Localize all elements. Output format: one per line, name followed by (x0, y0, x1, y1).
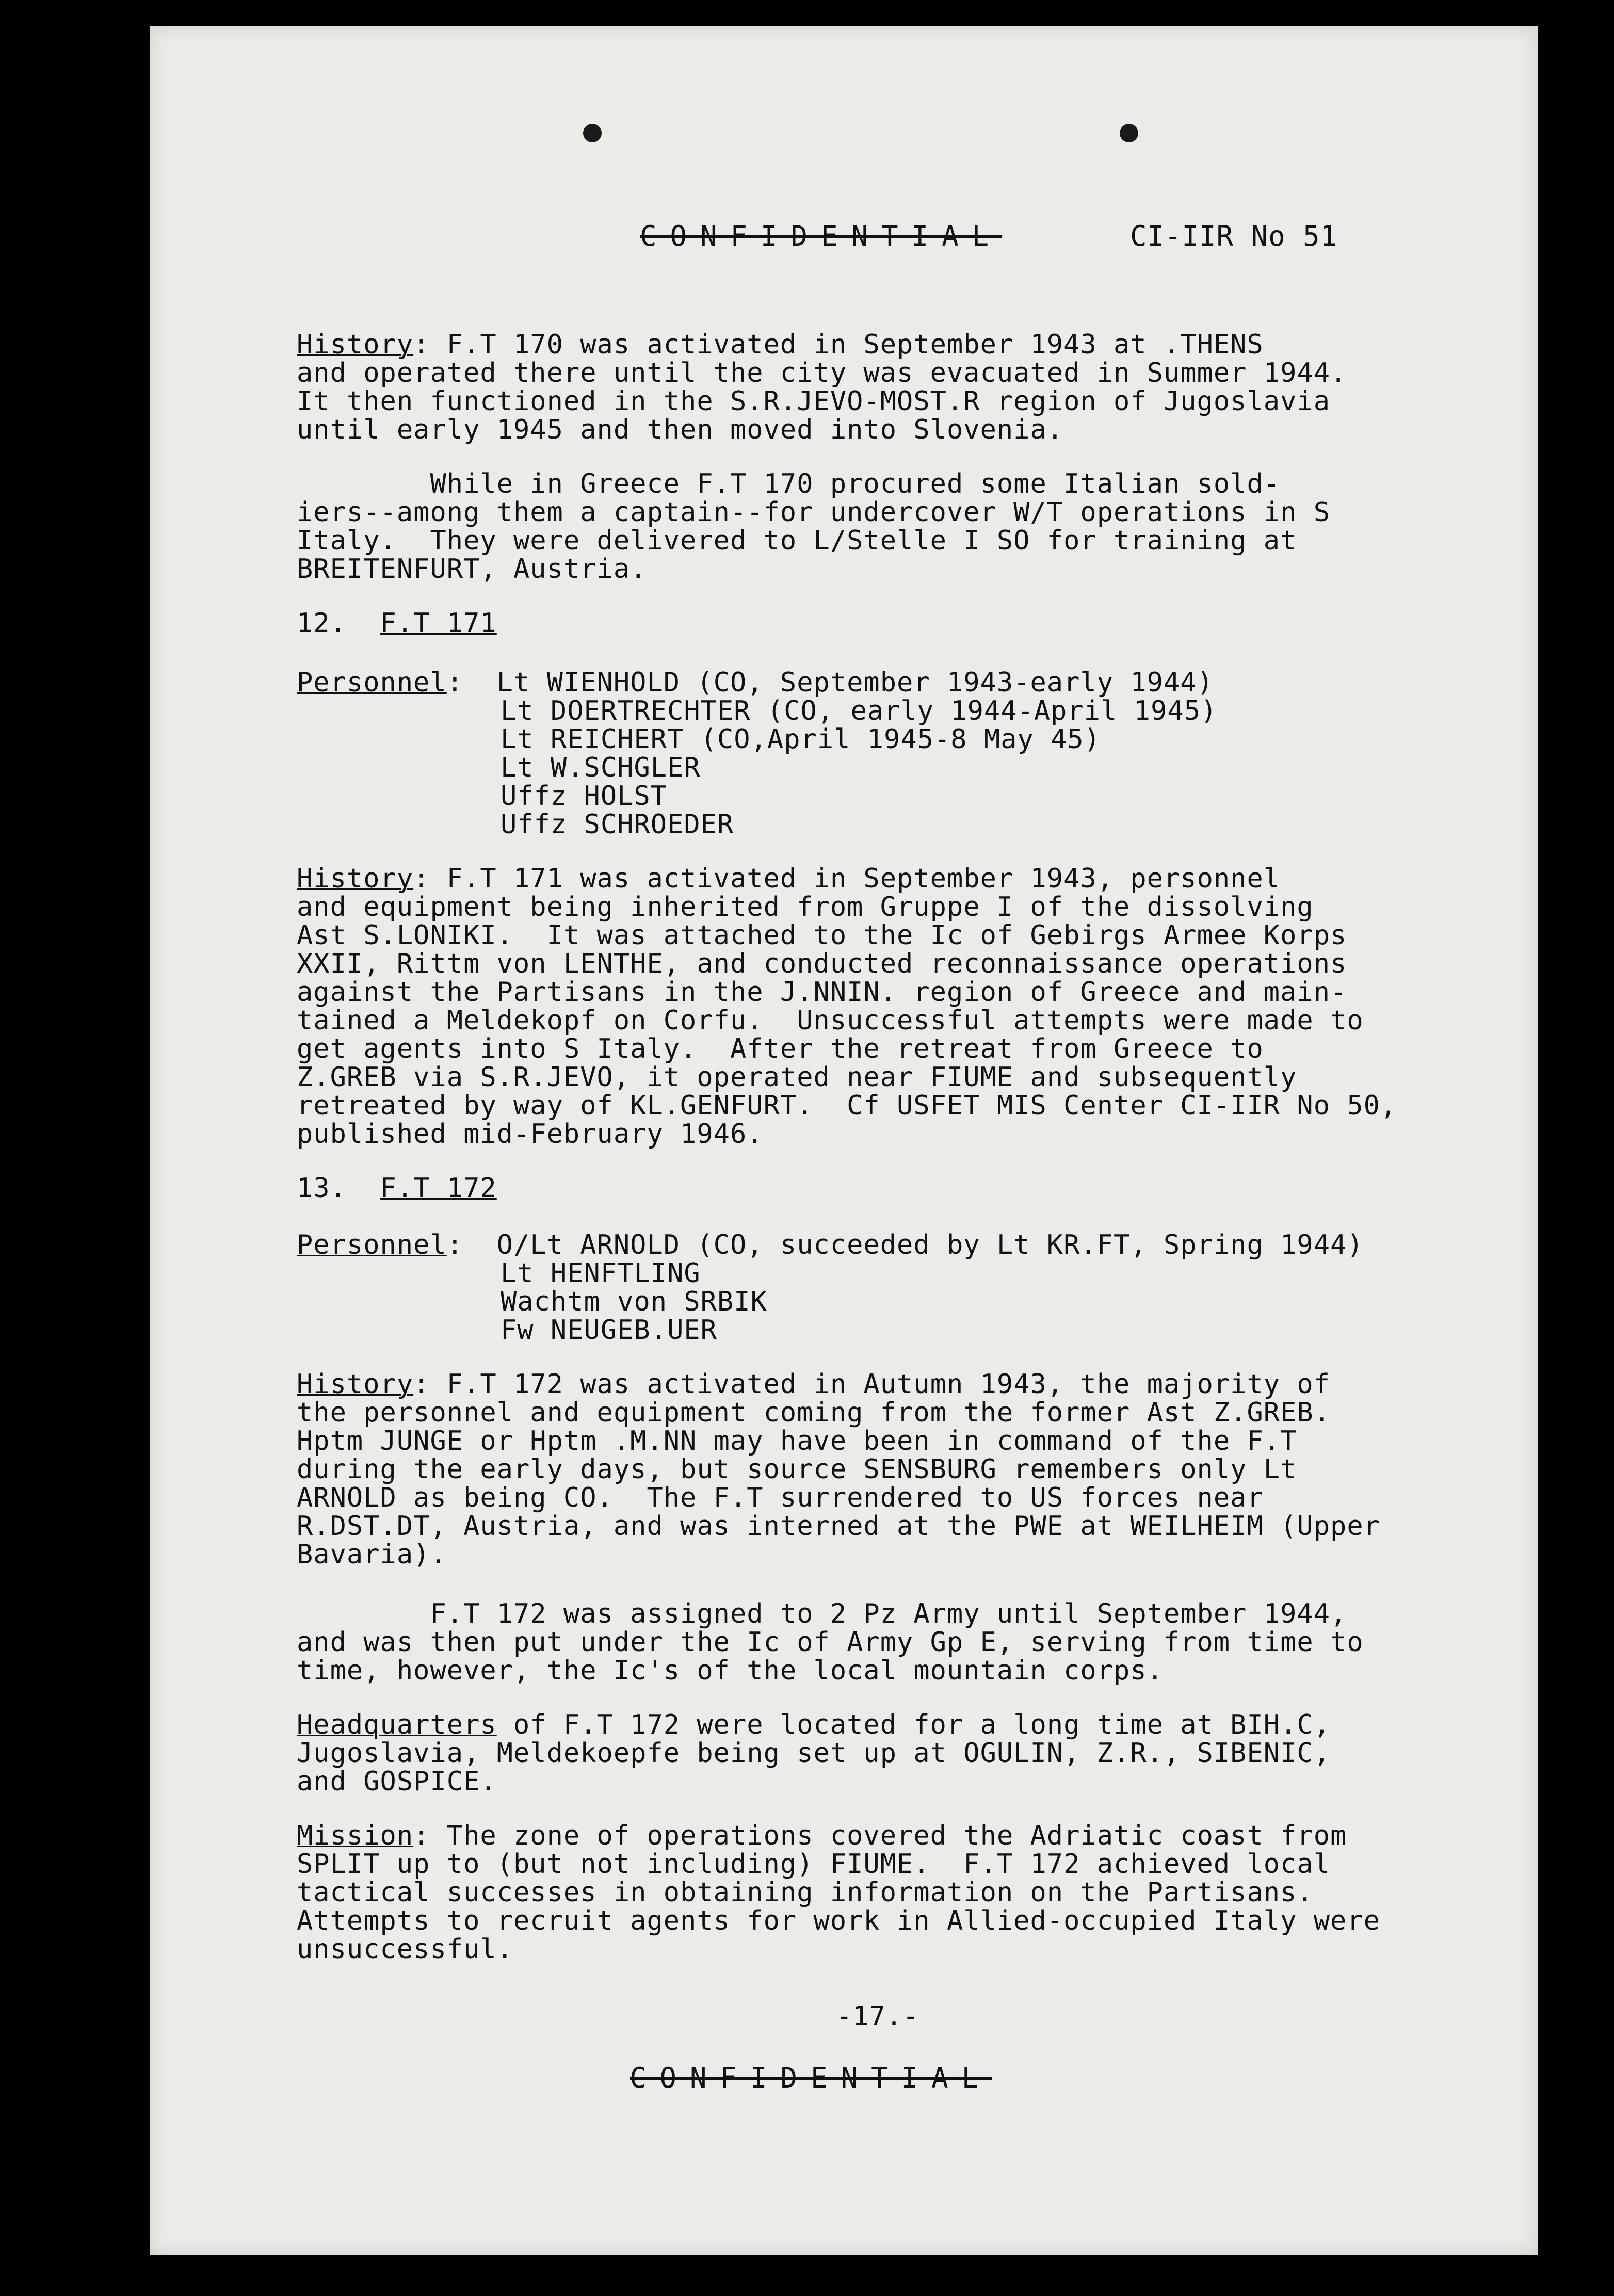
history-170-line-2: and operated there until the city was evacuated in Summer 1944. (297, 358, 1347, 389)
history-170-line-1 (297, 330, 1264, 359)
personnel-171-line-4: Lt W.SCHGLER (501, 752, 701, 783)
section-12-number: 12. (297, 608, 347, 639)
personnel-172-first: : O/Lt ARNOLD (CO, succeeded by Lt KR.FT, Spring 1944) (446, 1230, 1364, 1260)
section-13-heading (297, 1174, 497, 1203)
personnel-172-line-3: Wachtm von SRBIK (501, 1286, 767, 1317)
para-170-line-1: While in Greece F.T 170 procured some Italian sold- (297, 468, 1281, 499)
section-13-number: 13. (297, 1173, 347, 1204)
page-number: -17.- (836, 2001, 919, 2032)
history-171-line-6: tained a Meldekopf on Corfu. Unsuccessful attempts were made to (297, 1005, 1364, 1036)
history-label: History (297, 329, 414, 360)
mission-label: Mission (297, 1820, 414, 1851)
mission-line-2: SPLIT up to (but not including) FIUME. F.T 172 achieved local (297, 1849, 1331, 1880)
personnel-171-line-6: Uffz SCHROEDER (501, 809, 734, 840)
para-172-line-2: and was then put under the Ic of Army Gp E, serving from time to (297, 1627, 1364, 1658)
personnel-label: Personnel (297, 1230, 447, 1260)
para-170-line-3: Italy. They were delivered to L/Stelle I SO for training at (297, 525, 1297, 556)
history-171-line-8: Z.GREB via S.R.JEVO, it operated near FIUME and subsequently (297, 1062, 1297, 1093)
headquarters-line-3: and GOSPICE. (297, 1766, 497, 1797)
history-172-line-4: during the early days, but source SENSBURG remembers only Lt (297, 1454, 1297, 1485)
para-170-line-2: iers--among them a captain--for undercover W/T operations in S (297, 497, 1331, 528)
personnel-172-line-1 (297, 1231, 1364, 1259)
history-171-line-7: get agents into S Italy. After the retreat from Greece to (297, 1033, 1264, 1064)
classification-header: CONFIDENTIAL (640, 220, 1003, 252)
personnel-171-first: : Lt WIENHOLD (CO, September 1943-early 1944) (446, 667, 1214, 698)
history-171-text: : F.T 171 was activated in September 1943, personnel (413, 863, 1281, 894)
history-172-line-1 (297, 1370, 1330, 1399)
para-172-line-3: time, however, the Ic's of the local mountain corps. (297, 1655, 1164, 1686)
personnel-171-line-3: Lt REICHERT (CO,April 1945-8 May 45) (501, 724, 1101, 755)
history-172-line-7: Bavaria). (297, 1539, 447, 1570)
para-172-line-1: F.T 172 was assigned to 2 Pz Army until September 1944, (297, 1598, 1347, 1629)
mission-text: : The zone of operations covered the Adriatic coast from (413, 1820, 1347, 1851)
mission-line-4: Attempts to recruit agents for work in Allied-occupied Italy were (297, 1905, 1380, 1936)
section-12-title: F.T 171 (380, 608, 497, 639)
section-12-heading (297, 609, 497, 638)
para-170-line-4: BREITENFURT, Austria. (297, 554, 647, 585)
personnel-label: Personnel (297, 667, 447, 698)
history-171-line-9: retreated by way of KL.GENFURT. Cf USFET MIS Center CI-IIR No 50, (297, 1090, 1397, 1121)
history-label: History (297, 863, 414, 894)
history-170-text: : F.T 170 was activated in September 1943 at .THENS (413, 329, 1264, 360)
page-content (150, 26, 1538, 2255)
personnel-171-line-2: Lt DOERTRECHTER (CO, early 1944-April 1945) (501, 696, 1218, 726)
personnel-171-line-5: Uffz HOLST (501, 781, 668, 812)
headquarters-text: of F.T 172 were located for a long time at BIH.C, (496, 1709, 1331, 1740)
mission-line-1 (297, 1821, 1347, 1850)
mission-line-5: unsuccessful. (297, 1934, 513, 1965)
personnel-171-line-1 (297, 668, 1214, 697)
headquarters-line-1 (297, 1710, 1330, 1739)
history-172-text: : F.T 172 was activated in Autumn 1943, the majority of (413, 1369, 1331, 1400)
history-171-line-10: published mid-February 1946. (297, 1119, 764, 1150)
history-171-line-3: Ast S.LONIKI. It was attached to the Ic of Gebirgs Armee Korps (297, 920, 1347, 951)
section-13-title: F.T 172 (380, 1173, 497, 1204)
document-page (150, 26, 1538, 2255)
history-171-line-4: XXII, Rittm von LENTHE, and conducted reconnaissance operations (297, 948, 1347, 979)
headquarters-line-2: Jugoslavia, Meldekoepfe being set up at OGULIN, Z.R., SIBENIC, (297, 1738, 1331, 1769)
history-172-line-5: ARNOLD as being CO. The F.T surrendered to US forces near (297, 1482, 1264, 1513)
classification-footer: CONFIDENTIAL (630, 2062, 992, 2094)
history-label: History (297, 1369, 414, 1400)
history-170-line-3: It then functioned in the S.R.JEVO-MOST.R region of Jugoslavia (297, 386, 1331, 417)
personnel-172-line-4: Fw NEUGEB.UER (501, 1315, 717, 1346)
history-172-line-2: the personnel and equipment coming from the former Ast Z.GREB. (297, 1397, 1331, 1428)
history-171-line-5: against the Partisans in the J.NNIN. region of Greece and main- (297, 977, 1347, 1008)
history-172-line-3: Hptm JUNGE or Hptm .M.NN may have been in command of the F.T (297, 1426, 1297, 1457)
document-id: CI-IIR No 51 (1130, 220, 1338, 252)
personnel-172-line-2: Lt HENFTLING (501, 1258, 701, 1289)
history-170-line-4: until early 1945 and then moved into Slovenia. (297, 414, 1064, 445)
history-171-line-1 (297, 864, 1280, 893)
mission-line-3: tactical successes in obtaining information on the Partisans. (297, 1877, 1314, 1908)
history-172-line-6: R.DST.DT, Austria, and was interned at the PWE at WEILHEIM (Upper (297, 1511, 1380, 1542)
history-171-line-2: and equipment being inherited from Gruppe I of the dissolving (297, 892, 1314, 923)
headquarters-label: Headquarters (297, 1709, 497, 1740)
